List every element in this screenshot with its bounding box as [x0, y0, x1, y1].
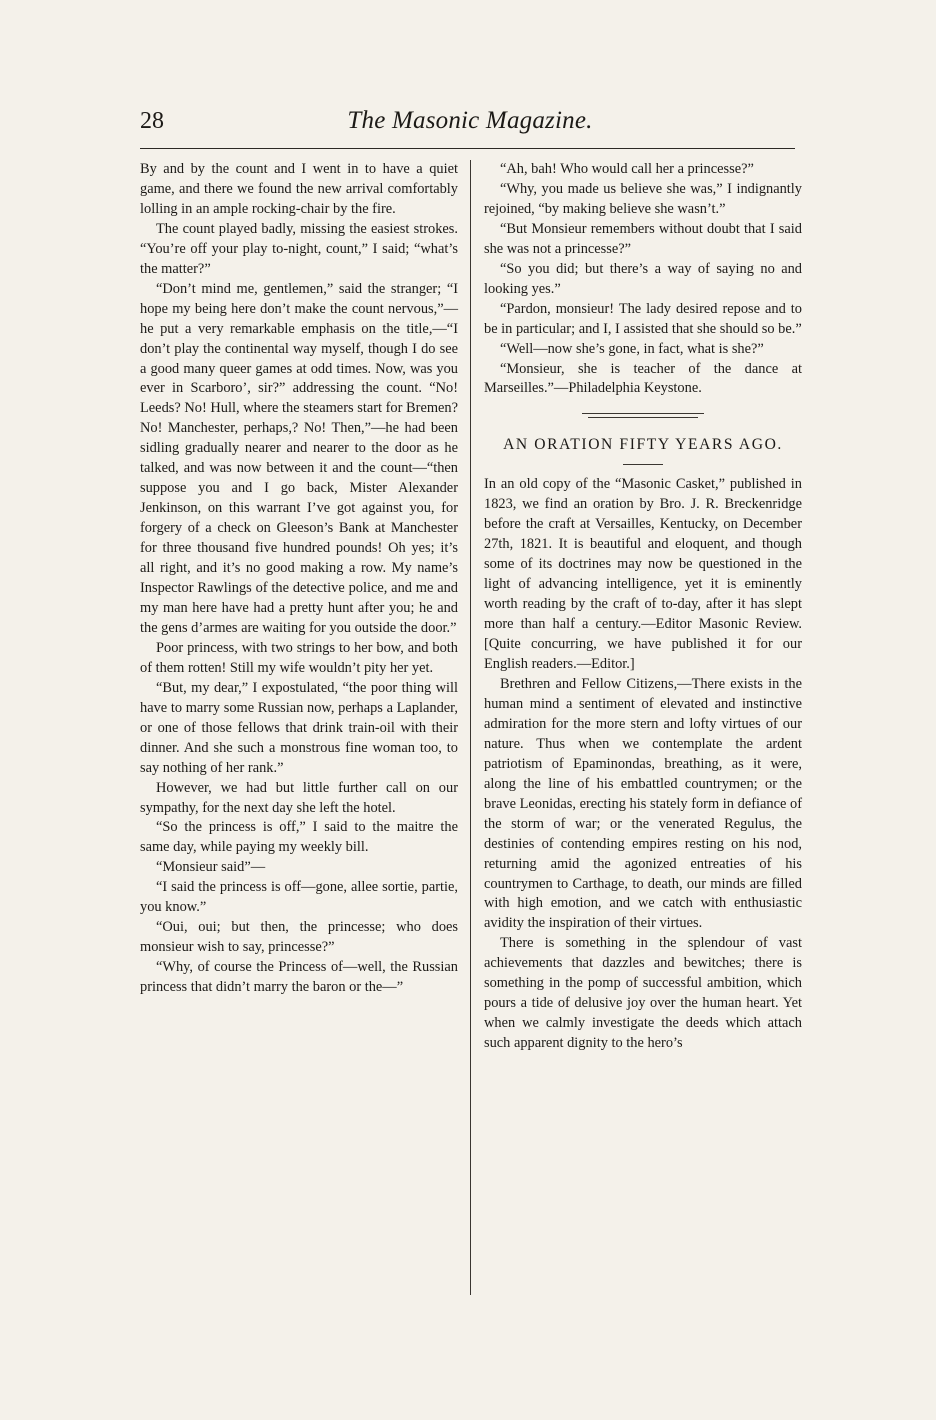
- paragraph: “So you did; but there’s a way of saying no and looking yes.”: [484, 260, 802, 297]
- paragraph: Poor princess, with two strings to her bow, and both of them rotten! Still my wife wouldn’t pity her yet.: [140, 639, 458, 676]
- paragraph: “Ah, bah! Who would call her a princesse?”: [500, 161, 754, 177]
- paragraph: “So the princess is off,” I said to the maitre the same day, while paying my weekly bill.: [140, 819, 458, 856]
- paragraph: There is something in the splendour of vast achievements that dazzles and bewitches; there is something in the pomp of successful ambition, which pours a tide of delusive joy over the human heart. Yet when we calmly investigate the deeds which attach such apparent dignity to the hero’s: [484, 935, 802, 1052]
- section-ornament-rule: [582, 413, 704, 414]
- paragraph: “Well—now she’s gone, in fact, what is she?”: [500, 340, 764, 357]
- paragraph: However, we had but little further call on our sympathy, for the next day she left the hotel.: [140, 779, 458, 816]
- paragraph: “Why, you made us believe she was,” I indignantly rejoined, “by making believe she wasn’t.”: [484, 180, 802, 217]
- paragraph: “I said the princess is off—gone, allee sortie, partie, you know.”: [140, 879, 458, 916]
- running-title: The Masonic Magazine.: [347, 107, 593, 134]
- paragraph: “Monsieur said”—: [156, 859, 266, 876]
- left-column: [140, 160, 458, 998]
- paragraph: The count played badly, missing the easiest strokes. “You’re off your play to-night, count,” I said; “what’s the matter?”: [140, 220, 458, 277]
- header-rule: [140, 148, 795, 149]
- paragraph: “Oui, oui; but then, the princesse; who does monsieur wish to say, princesse?”: [140, 919, 458, 956]
- paragraph: “Pardon, monsieur! The lady desired repose and to be in particular; and I, I assisted that she should so be.”: [484, 300, 802, 337]
- paragraph: “But Monsieur remembers without doubt that I said she was not a princesse?”: [484, 220, 802, 257]
- paragraph: By and by the count and I went in to have a quiet game, and there we found the new arrival comfortably lolling in an ample rocking-chair by the fire.: [140, 161, 458, 217]
- page-number: 28: [140, 108, 164, 134]
- section-ornament-rule: [588, 417, 698, 418]
- paragraph: “Monsieur, she is teacher of the dance at Marseilles.”—Philadelphia Keystone.: [484, 360, 802, 397]
- section-title: AN ORATION FIFTY YEARS AGO.: [503, 436, 783, 454]
- page-header: [140, 106, 800, 146]
- right-column: [484, 160, 802, 1054]
- column-divider: [470, 160, 471, 1295]
- paragraph: “Why, of course the Princess of—well, the Russian princess that didn’t marry the baron or the—”: [140, 959, 458, 996]
- paragraph: In an old copy of the “Masonic Casket,” published in 1823, we find an oration by Bro. J. R. Breckenridge before the craft at Versailles, Kentucky, on December 27th, 1821. It is beautiful and eloquent, and though some of its doctrines may now be questioned in the light of advancing intelligence, yet it is eminently worth reading by the craft of to-day, after it has slept more than half a century.—Editor Masonic Review. [Quite concurring, we have published it for our English readers.—Editor.]: [484, 476, 802, 673]
- paragraph: “Don’t mind me, gentlemen,” said the stranger; “I hope my being here don’t make the count nervous,”—he put a very remarkable emphasis on the title,—“I don’t play the continental way myself, though I do see a good many queer games at odd times. Now, was you ever in Scarboro’, sir?” addressing the count. “No! Leeds? No! Hull, where the steamers start for Bremen? No! Manchester, perhaps,? No! Then,”—he had been sidling gradually nearer and nearer to the door as he talked, and was now between it and the count—“then suppose you and I go back, Mister Alexander Jenkinson, on this warrant I’ve got against you, for forgery of a check on Gleeson’s Bank at Manchester for three thousand five hundred pounds! Oh yes; it’s all right, and it’s no good making a row. My name’s Inspector Rawlings of the detective police, and me and my man here have had a pretty hunt after you; he and the gens d’armes are waiting for you outside the door.”: [140, 280, 458, 636]
- paragraph: “But, my dear,” I expostulated, “the poor thing will have to marry some Russian now, perhaps a Laplander, or one of those fellows that drink train-oil with their dinner. And she such a monstrous fine woman too, to say nothing of her rank.”: [140, 679, 458, 776]
- paragraph: Brethren and Fellow Citizens,—There exists in the human mind a sentiment of elevated and instinctive admiration for the more stern and lofty virtues of our nature. Thus when we contemplate the ardent patriotism of Epaminondas, breathing, as it were, along the line of his embattled countrymen; or the brave Leonidas, erecting his stately form in defiance of the storm of war; or the venerated Regulus, the destinies of contending empires resting on his nod, returning amid the agonized entreaties of his countrymen to Carthage, to death, our minds are filled with high emotion, and we catch with enthusiastic avidity the inspiration of their virtues.: [484, 675, 802, 932]
- title-rule: [623, 464, 663, 465]
